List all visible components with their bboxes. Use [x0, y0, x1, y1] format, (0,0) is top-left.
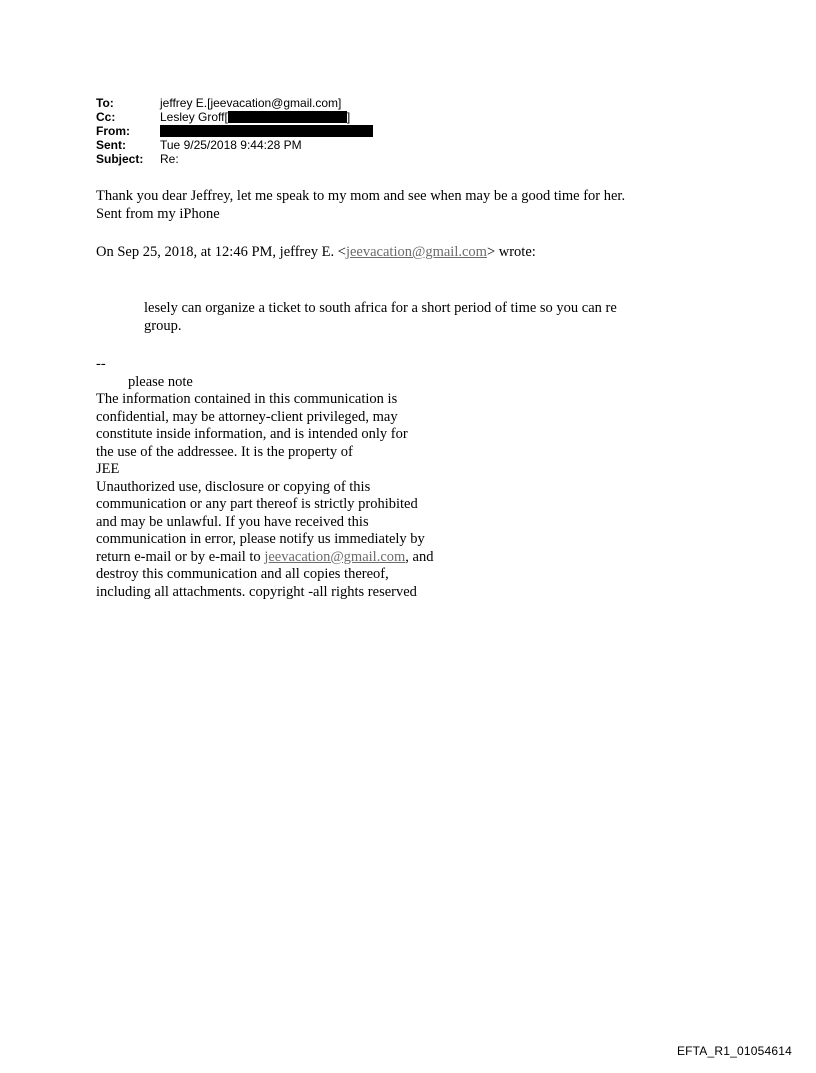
to-label: To:: [96, 96, 114, 110]
disclaimer-line-2: confidential, may be attorney-client privileged, may: [96, 408, 398, 425]
cc-bracket: ]: [346, 110, 351, 124]
from-label: From:: [96, 124, 130, 138]
cc-row: [96, 110, 373, 124]
body-line-1: Thank you dear Jeffrey, let me speak to my mom and see when may be a good time for her.: [96, 188, 626, 204]
email-line-post: , and: [405, 548, 434, 565]
message-body: [96, 188, 625, 223]
signature-note: please note: [128, 373, 193, 390]
cc-name: Lesley Groff[: [160, 110, 228, 124]
subject-value: Re:: [160, 152, 179, 166]
sent-value: Tue 9/25/2018 9:44:28 PM: [160, 138, 302, 152]
disclaimer-line-7: communication or any part thereof is strictly prohibited: [96, 496, 418, 512]
disclaimer-email-line: [96, 549, 433, 567]
to-row: [96, 96, 373, 110]
disclaimer-line-1: The information contained in this communication is: [96, 391, 398, 407]
disclaimer-line-8: and may be unlawful. If you have received this: [96, 513, 369, 530]
quote-intro-pre: On Sep 25, 2018, at 12:46 PM, jeffrey E. <: [96, 244, 346, 260]
disclaimer-line-6: Unauthorized use, disclosure or copying of this: [96, 478, 371, 495]
disclaimer-line-4: the use of the addressee. It is the property of: [96, 443, 353, 460]
quoted-line-1: lesely can organize a ticket to south africa for a short period of time so you can re: [144, 300, 617, 316]
from-redaction: [160, 125, 373, 137]
sent-label: Sent:: [96, 138, 126, 152]
to-value: jeffrey E.[jeevacation@gmail.com]: [160, 96, 342, 110]
subject-label: Subject:: [96, 152, 144, 166]
quote-email-link[interactable]: jeevacation@gmail.com: [345, 244, 487, 260]
disclaimer-line-3: constitute inside information, and is intended only for: [96, 426, 408, 442]
disclaimer-destroy-line: destroy this communication and all copies thereof,: [96, 566, 389, 582]
signature-dashes: --: [96, 356, 106, 372]
quoted-line-2: group.: [144, 317, 182, 334]
document-id: EFTA_R1_01054614: [676, 1044, 792, 1058]
from-row: [96, 124, 373, 138]
quote-intro: [96, 244, 536, 262]
email-header: [96, 96, 373, 166]
cc-redaction: [228, 111, 347, 123]
body-line-2: Sent from my iPhone: [96, 205, 220, 222]
quote-intro-post: > wrote:: [486, 244, 536, 260]
quoted-message: [144, 300, 617, 335]
email-line-pre: return e-mail or by e-mail to: [96, 548, 265, 565]
sent-row: [96, 138, 373, 152]
disclaimer-line-5: JEE: [96, 461, 120, 477]
cc-label: Cc:: [96, 110, 116, 124]
cc-value: [160, 110, 350, 124]
signature-block: [96, 356, 433, 601]
disclaimer-last-line: including all attachments. copyright -all rights reserved: [96, 583, 417, 600]
from-value: [160, 125, 373, 137]
disclaimer-email-link[interactable]: jeevacation@gmail.com: [264, 548, 406, 565]
subject-row: [96, 152, 373, 166]
disclaimer-line-9: communication in error, please notify us immediately by: [96, 531, 425, 547]
